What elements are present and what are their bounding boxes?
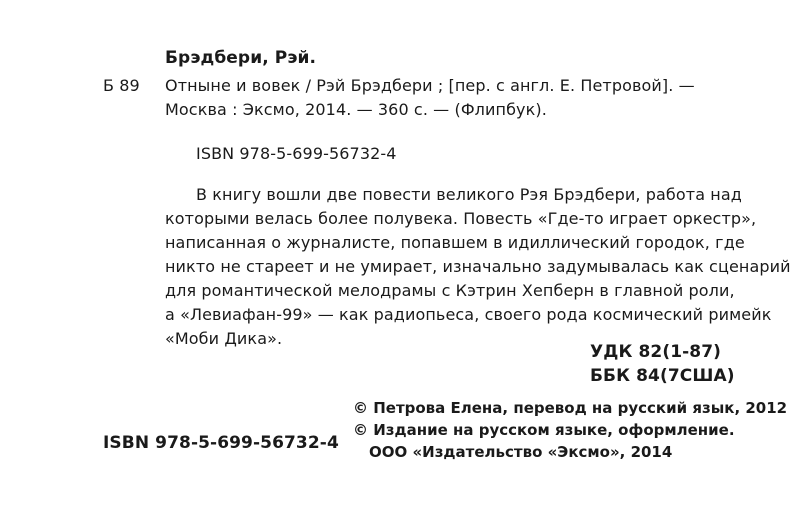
- copyright-line: © Петрова Елена, перевод на русский язык, 2012: [353, 399, 788, 417]
- annotation-paragraph: [165, 183, 791, 351]
- bibliographic-line: Москва : Эксмо, 2014. — 360 с. — (Флипбук).: [165, 100, 547, 119]
- bibliographic-description: [165, 74, 695, 122]
- isbn-footer: ISBN 978-5-699-56732-4: [103, 433, 339, 453]
- annotation-line: для романтической мелодрамы с Кэтрин Хепберн в главной роли,: [165, 281, 735, 300]
- annotation-line: написанная о журналисте, попавшем в идиллический городок, где: [165, 233, 745, 252]
- annotation-line: которыми велась более полувека. Повесть «Где-то играет оркестр»,: [165, 209, 757, 228]
- author-heading: Брэдбери, Рэй.: [165, 48, 317, 68]
- udk-code: УДК 82(1-87): [590, 342, 721, 362]
- classification-code: Б 89: [103, 76, 140, 95]
- copyright-line: ООО «Издательство «Эксмо», 2014: [369, 443, 673, 461]
- annotation-line: а «Левиафан-99» — как радиопьеса, своего рода космический римейк: [165, 305, 772, 324]
- isbn-record: ISBN 978-5-699-56732-4: [196, 144, 397, 163]
- copyright-line: © Издание на русском языке, оформление.: [353, 421, 735, 439]
- annotation-line: «Моби Дика».: [165, 329, 283, 348]
- copyright-block: [353, 397, 787, 463]
- annotation-line: В книгу вошли две повести великого Рэя Брэдбери, работа над: [196, 185, 742, 204]
- bbk-code: ББК 84(7США): [590, 366, 735, 386]
- bibliographic-line: Отныне и вовек / Рэй Брэдбери ; [пер. с англ. Е. Петровой]. —: [165, 76, 695, 95]
- annotation-line: никто не стареет и не умирает, изначально задумывалась как сценарий: [165, 257, 791, 276]
